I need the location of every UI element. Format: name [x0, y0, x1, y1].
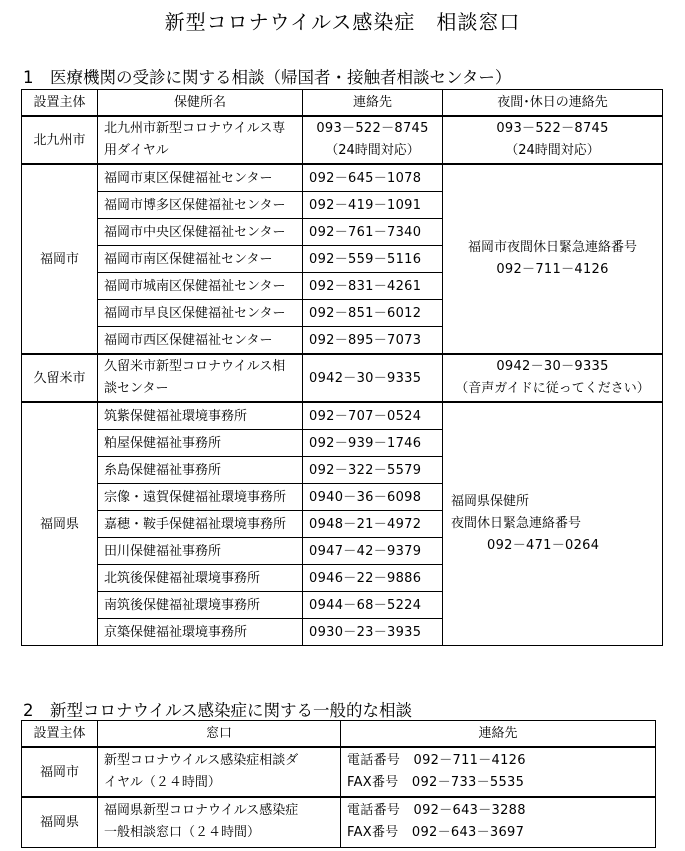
night-phone-number: 093－522－8745: [496, 121, 609, 136]
phone-number: 092－761－7340: [303, 219, 443, 246]
office-name: 福岡市博多区保健福祉センター: [98, 192, 303, 219]
phone-number: 0944－68－5224: [303, 592, 443, 619]
office-cell: [98, 354, 303, 402]
window-name-line: 福岡県新型コロナウイルス感染症: [104, 803, 299, 819]
night-contact-label: 福岡県保健所: [451, 494, 530, 509]
office-name: 筑紫保健福祉環境事務所: [98, 402, 303, 430]
area-cell: 福岡県: [22, 797, 98, 847]
area-cell: 福岡県: [22, 402, 98, 646]
office-name-line: 用ダイヤル: [104, 143, 169, 158]
header-office: 保健所名: [98, 90, 303, 117]
header-window: 窓口: [98, 721, 341, 748]
header-night-contact: 夜間･休日の連絡先: [443, 90, 663, 117]
page-title: 新型コロナウイルス感染症 相談窓口: [164, 10, 521, 34]
header-contact: 連絡先: [341, 721, 656, 748]
window-cell: [98, 747, 341, 797]
phone-note: （24時間対応）: [325, 143, 420, 158]
table-row: [22, 402, 663, 430]
night-phone-note: （音声ガイドに従ってください）: [455, 381, 650, 396]
area-cell: 福岡市: [22, 164, 98, 354]
phone-number: 電話番号 092－711－4126: [347, 753, 526, 768]
table-header-row: [22, 721, 656, 748]
night-contact-cell: [443, 354, 663, 402]
header-area: 設置主体: [22, 90, 98, 117]
window-name-line: 新型コロナウイルス感染症相談ダ: [104, 753, 299, 768]
office-name: 宗像・遠賀保健福祉環境事務所: [98, 484, 303, 511]
table-header-row: [22, 90, 663, 117]
office-name: 粕屋保健福祉事務所: [98, 430, 303, 457]
contact-cell: [303, 116, 443, 164]
office-name: 福岡市早良区保健福祉センター: [98, 300, 303, 327]
phone-number: 092－851－6012: [303, 300, 443, 327]
phone-number: 092－939－1746: [303, 430, 443, 457]
office-name: 嘉穂・鞍手保健福祉環境事務所: [98, 511, 303, 538]
table-row: [22, 164, 663, 192]
phone-number: 0946－22－9886: [303, 565, 443, 592]
header-area: 設置主体: [22, 721, 98, 748]
phone-number: 092－707－0524: [303, 402, 443, 430]
office-name: 福岡市南区保健福祉センター: [98, 246, 303, 273]
window-cell: [98, 797, 341, 847]
phone-number: 092－831－4261: [303, 273, 443, 300]
table-row: [22, 747, 656, 797]
section2-heading: 2 新型コロナウイルス感染症に関する一般的な相談: [23, 701, 413, 720]
window-name-line: イヤル（２４時間）: [104, 775, 221, 790]
phone-number: 電話番号 092－643－3288: [347, 803, 526, 819]
office-name: 北筑後保健福祉環境事務所: [98, 565, 303, 592]
window-name-line: 一般相談窓口（２４時間）: [104, 825, 261, 841]
area-cell: 北九州市: [22, 116, 98, 164]
fax-number: FAX番号 092－643－3697: [347, 825, 525, 841]
fax-number: FAX番号 092－733－5535: [347, 775, 525, 790]
night-phone-number: 092－711－4126: [496, 262, 609, 277]
office-name: 田川保健福祉事務所: [98, 538, 303, 565]
office-name-line: 北九州市新型コロナウイルス専: [104, 121, 286, 136]
night-contact-cell: [443, 164, 663, 354]
night-phone-note: （24時間対応）: [505, 143, 600, 158]
phone-number: 092－559－5116: [303, 246, 443, 273]
office-name: 福岡市城南区保健福祉センター: [98, 273, 303, 300]
phone-number: 0948－21－4972: [303, 511, 443, 538]
night-contact-label: 福岡市夜間休日緊急連絡番号: [467, 240, 637, 255]
office-name: 福岡市中央区保健福祉センター: [98, 219, 303, 246]
header-contact: 連絡先: [303, 90, 443, 117]
phone-number: 092－419－1091: [303, 192, 443, 219]
contact-cell: [341, 747, 656, 797]
office-name: 福岡市東区保健福祉センター: [98, 164, 303, 192]
contact-cell: [341, 797, 656, 847]
phone-number: 0942－30－9335: [303, 354, 443, 402]
phone-number: 093－522－8745: [316, 121, 429, 136]
table-row: [22, 354, 663, 402]
office-name: 京築保健福祉環境事務所: [98, 619, 303, 646]
night-contact-cell: [443, 116, 663, 164]
phone-number: 0947－42－9379: [303, 538, 443, 565]
office-cell: [98, 116, 303, 164]
section1-heading: 1 医療機関の受診に関する相談（帰国者・接触者相談センター）: [23, 68, 512, 87]
phone-number: 0940－36－6098: [303, 484, 443, 511]
table-row: [22, 797, 656, 847]
office-name: 福岡市西区保健福祉センター: [98, 327, 303, 355]
area-cell: 福岡市: [22, 747, 98, 797]
consultation-center-table: [21, 89, 663, 646]
office-name: 糸島保健福祉事務所: [98, 457, 303, 484]
general-consultation-table: [21, 720, 656, 848]
night-phone-number: 092－471－0264: [487, 538, 600, 553]
office-name-line: 談センター: [104, 381, 169, 396]
night-contact-label: 夜間休日緊急連絡番号: [451, 516, 582, 531]
phone-number: 092－322－5579: [303, 457, 443, 484]
phone-number: 092－645－1078: [303, 164, 443, 192]
table-row: [22, 116, 663, 164]
night-contact-cell: [443, 402, 663, 646]
phone-number: 092－895－7073: [303, 327, 443, 355]
night-phone-number: 0942－30－9335: [496, 359, 609, 374]
office-name: 南筑後保健福祉環境事務所: [98, 592, 303, 619]
office-name-line: 久留米市新型コロナウイルス相: [104, 359, 286, 374]
area-cell: 久留米市: [22, 354, 98, 402]
phone-number: 0930－23－3935: [303, 619, 443, 646]
